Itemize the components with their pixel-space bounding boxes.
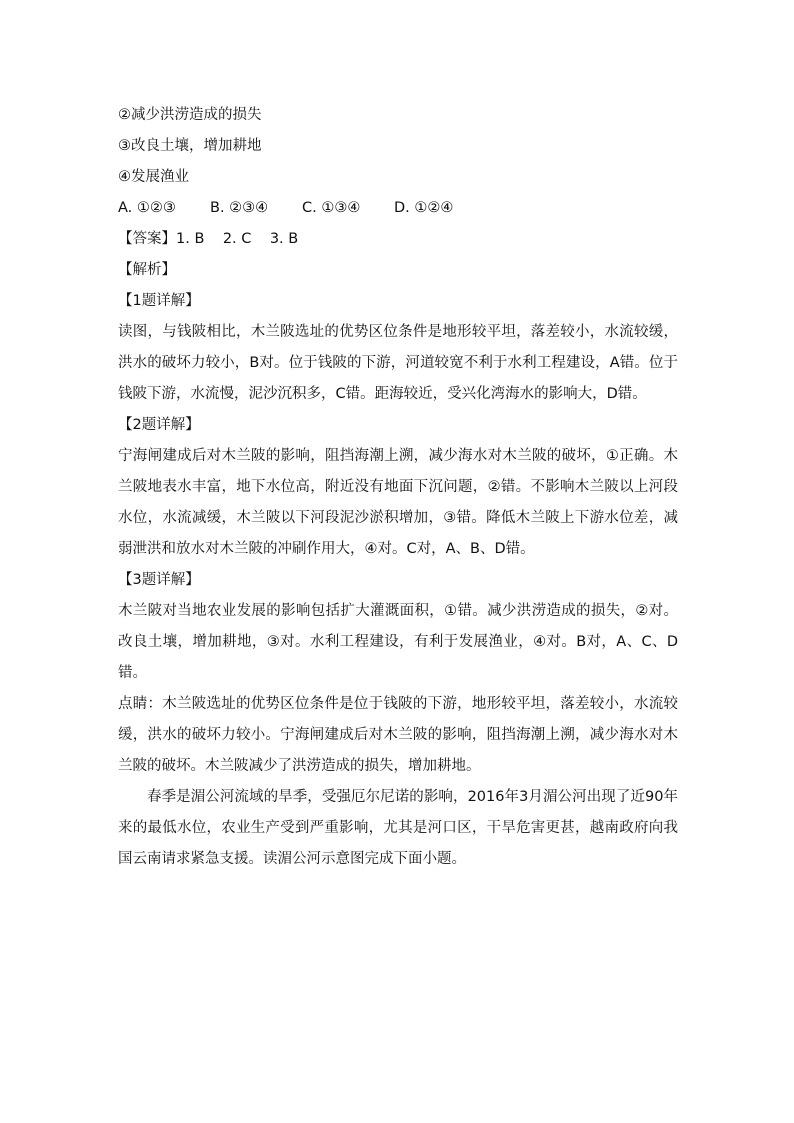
- q1-title: 【1题详解】: [118, 293, 200, 309]
- q1-body: 读图，与钱陂相比，木兰陂选址的优势区位条件是地形较平坦，落差较小，水流较缓，洪水的破坏力较小，B对。位于钱陂的下游，河道较宽不利于水利工程建设，A错。位于钱陂下游，水流慢，泥沙沉积多，C错。距海较近，受兴化湾海水的影响大，D错。: [118, 324, 678, 402]
- option-a: A. ①②③: [118, 200, 176, 216]
- option-b: B. ②③④: [210, 200, 269, 216]
- choice-item-2: ②减少洪涝造成的损失: [118, 107, 262, 123]
- choice-item-4: ④发展渔业: [118, 169, 189, 185]
- option-d: D. ①②④: [394, 200, 454, 216]
- q2-title: 【2题详解】: [118, 417, 200, 433]
- choice-item-3: ③改良土壤，增加耕地: [118, 138, 262, 154]
- analysis-title: 【解析】: [118, 262, 176, 278]
- q3-body: 木兰陂对当地农业发展的影响包括扩大灌溉面积，①错。减少洪涝造成的损失，②对。改良土壤，增加耕地，③对。水利工程建设，有利于发展渔业，④对。B对，A、C、D错。: [118, 603, 678, 681]
- tip-paragraph: 点睛：木兰陂选址的优势区位条件是位于钱陂的下游，地形较平坦，落差较小，水流较缓，洪水的破坏力较小。宁海闸建成后对木兰陂的影响，阻挡海潮上溯，减少海水对木兰陂的破坏。木兰陂减少了洪涝造成的损失，增加耕地。: [118, 696, 678, 774]
- answer-key: 【答案】1. B 2. C 3. B: [118, 231, 299, 247]
- q3-title: 【3题详解】: [118, 572, 200, 588]
- q2-body: 宁海闸建成后对木兰陂的影响，阻挡海潮上溯，减少海水对木兰陂的破坏，①正确。木兰陂地表水丰富，地下水位高，附近没有地面下沉问题，②错。不影响木兰陂以上河段水位，水流减缓，木兰陂以下河段泥沙淤积增加，③错。降低木兰陂上下游水位差，减弱泄洪和放水对木兰陂的冲刷作用大，④对。C对，A、B、D错。: [118, 448, 678, 557]
- option-c: C. ①③④: [302, 200, 361, 216]
- page-content: [118, 100, 678, 875]
- answer-options: [118, 193, 678, 224]
- next-passage: 春季是湄公河流域的旱季，受强厄尔尼诺的影响，2016年3月湄公河出现了近90年来的最低水位，农业生产受到严重影响，尤其是河口区，干旱危害更甚，越南政府向我国云南请求紧急支援。读湄公河示意图完成下面小题。: [118, 789, 678, 867]
